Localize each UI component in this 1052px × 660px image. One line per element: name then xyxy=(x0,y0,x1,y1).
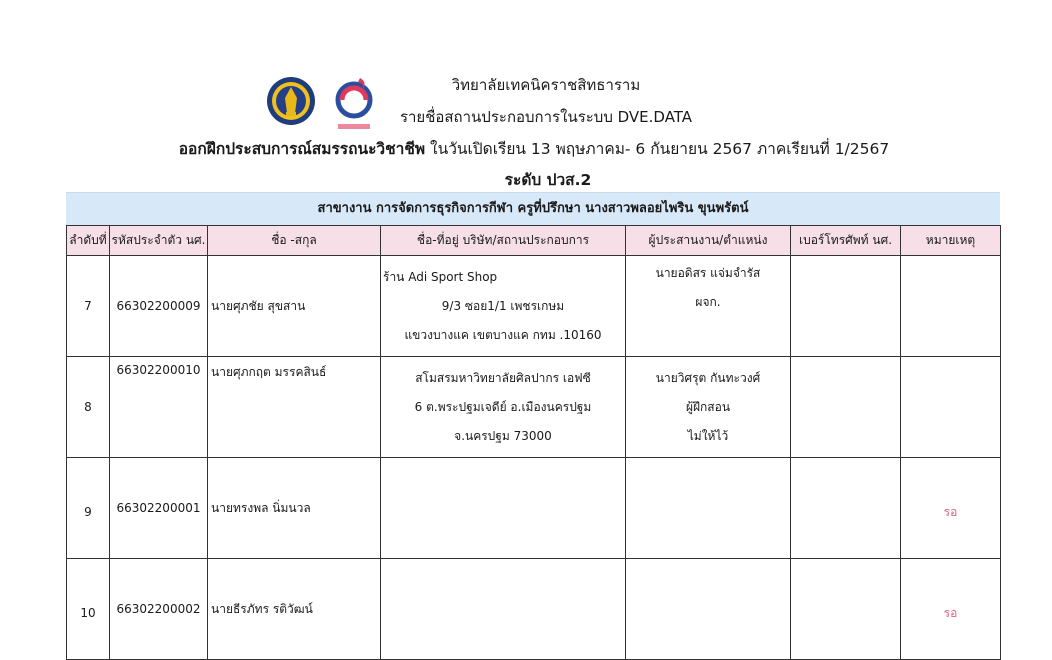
document-subtitle: รายชื่อสถานประกอบการในระบบ DVE.DATA xyxy=(399,108,693,126)
company-line: แขวงบางแค เขตบางแค กทม .10160 xyxy=(404,327,602,342)
training-title: ออกฝึกประสบการณ์สมรรถนะวิชาชีพ xyxy=(178,140,426,158)
student-id: 66302200001 xyxy=(110,458,208,559)
coordinator-line: ผู้ฝึกสอน xyxy=(685,399,731,414)
phone-cell xyxy=(791,458,901,559)
table-header-row xyxy=(67,226,1001,256)
col-header-coordinator: ผู้ประสานงาน/ตำแหน่ง xyxy=(626,226,791,256)
remark-cell: รอ xyxy=(901,559,1001,660)
col-header-phone: เบอร์โทรศัพท์ นศ. xyxy=(791,226,901,256)
table-row xyxy=(67,559,1001,660)
phone-cell xyxy=(791,559,901,660)
coordinator-cell xyxy=(626,357,791,458)
education-level: ระดับ ปวส.2 xyxy=(504,171,592,189)
coordinator-line: นายวิศรุต กันทะวงศ์ xyxy=(655,370,761,385)
company-cell xyxy=(381,559,626,660)
company-line: 9/3 ซอย1/1 เพชรเกษม xyxy=(441,298,565,313)
col-header-student-id: รหัสประจำตัว นศ. xyxy=(110,226,208,256)
col-header-no: ลำดับที่ xyxy=(67,226,110,256)
phone-cell xyxy=(791,357,901,458)
department-bar: สาขางาน การจัดการธุรกิจการกีฬา ครูที่ปรึกษา นางสาวพลอยไพริน ขุนพรัตน์ xyxy=(66,192,1000,225)
col-header-name: ชื่อ -สกุล xyxy=(208,226,381,256)
coordinator-cell xyxy=(626,559,791,660)
phone-cell xyxy=(791,256,901,357)
table-row xyxy=(67,458,1001,559)
row-no: 7 xyxy=(67,256,110,357)
student-id: 66302200009 xyxy=(110,256,208,357)
company-cell xyxy=(381,256,626,357)
student-id: 66302200010 xyxy=(110,357,208,458)
remark-cell: รอ xyxy=(901,458,1001,559)
placement-table xyxy=(66,225,1001,660)
remark-cell xyxy=(901,357,1001,458)
student-name: นายธีรภัทร รติวัฒน์ xyxy=(208,559,381,660)
company-cell xyxy=(381,458,626,559)
row-no: 8 xyxy=(67,357,110,458)
row-no: 10 xyxy=(67,559,110,660)
coordinator-cell xyxy=(626,458,791,559)
company-cell xyxy=(381,357,626,458)
training-period xyxy=(0,136,1052,161)
col-header-company: ชื่อ-ที่อยู่ บริษัท/สถานประกอบการ xyxy=(381,226,626,256)
training-dates: ในวันเปิดเรียน 13 พฤษภาคม- 6 กันยายน 2567 ภาคเรียนที่ 1/2567 xyxy=(425,140,890,158)
coordinator-line: นายอดิสร แจ่มจำรัส xyxy=(655,266,761,280)
company-line: สโมสรมหาวิทยาลัยศิลปากร เอฟซี xyxy=(415,370,591,385)
company-line: 6 ต.พระปฐมเจดีย์ อ.เมืองนครปฐม xyxy=(414,399,592,414)
col-header-remark: หมายเหตุ xyxy=(901,226,1001,256)
company-line: ร้าน Adi Sport Shop xyxy=(383,269,498,284)
coordinator-cell xyxy=(626,256,791,357)
student-id: 66302200002 xyxy=(110,559,208,660)
remark-cell xyxy=(901,256,1001,357)
student-name: นายทรงพล นิ่มนวล xyxy=(208,458,381,559)
table-row xyxy=(67,256,1001,357)
college-name: วิทยาลัยเทคนิคราชสิทธาราม xyxy=(451,76,641,94)
company-line: จ.นครปฐม 73000 xyxy=(454,428,552,443)
table-row xyxy=(67,357,1001,458)
student-name: นายศุภกฤต มรรคสินธ์ xyxy=(208,357,381,458)
coordinator-line: ไม่ให้ไว้ xyxy=(687,428,729,443)
placement-table-section xyxy=(66,192,1000,660)
row-no: 9 xyxy=(67,458,110,559)
coordinator-line: ผจก. xyxy=(695,295,721,309)
student-name: นายศุภชัย สุขสาน xyxy=(208,256,381,357)
